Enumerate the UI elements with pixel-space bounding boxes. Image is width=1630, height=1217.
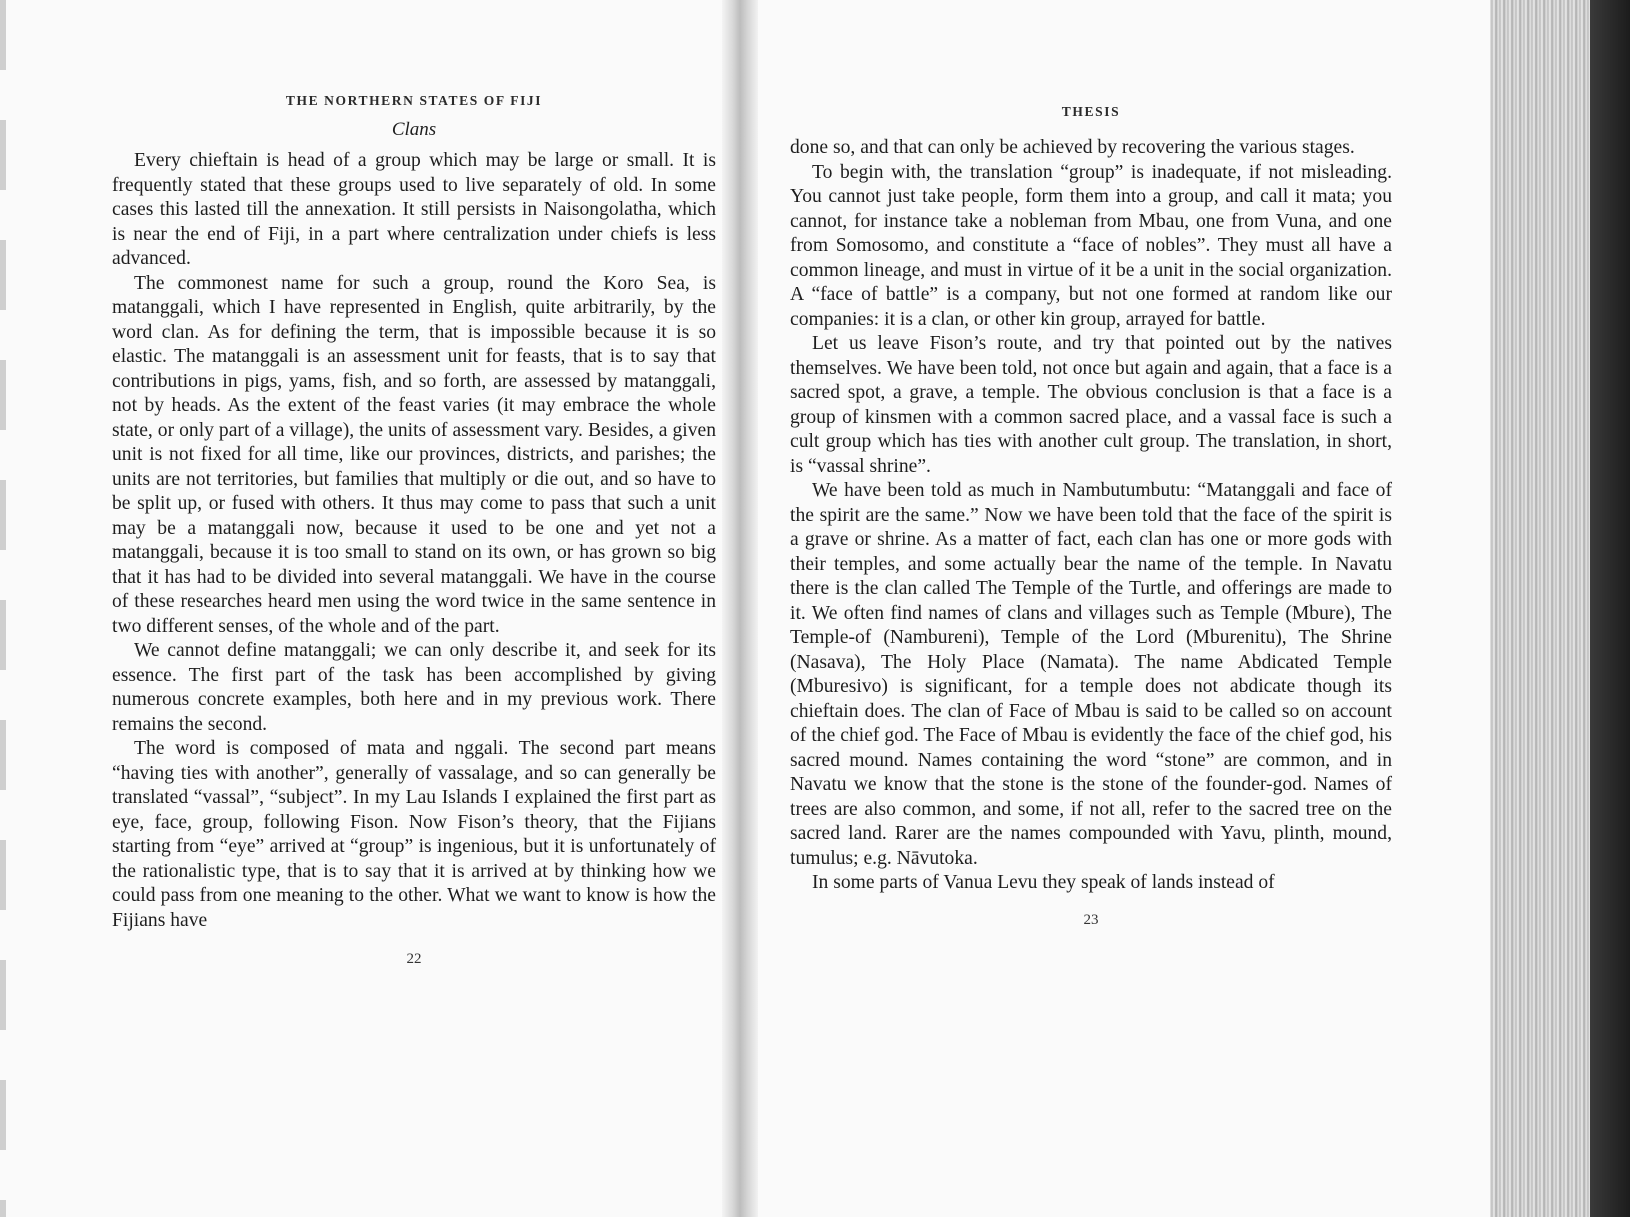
book-gutter (722, 0, 758, 1217)
page-number: 23 (1083, 911, 1099, 928)
paragraph: Let us leave Fison’s route, and try that pointed out by the natives themselves. We have been told, not once but again and again, that a face is a sacred spot, a grave, a temple. The obvious conclusion is that a face is a group of kinsmen with a common sacred place, and a vassal face is such a cult group which has ties with another cult group. The translation, in short, is “vassal shrine”. (790, 333, 1392, 477)
scan-edge-marks (0, 0, 6, 1217)
paragraph: done so, and that can only be achieved by recovering the various stages. (790, 137, 1355, 158)
paragraph: We cannot define matanggali; we can only describe it, and seek for its essence. The first part of the task has been accomplished by giving numerous concrete examples, both here and in my previous work. There remains the second. (112, 640, 716, 735)
page-number: 22 (406, 951, 422, 967)
left-page (112, 0, 716, 968)
running-head: THE NORTHERN STATES OF FIJI (285, 93, 543, 108)
paragraph: Every chieftain is head of a group which may be large or small. It is frequently stated that these groups used to live separately of old. In some cases this lasted till the annexation. It still persists in Naisongolatha, which is near the end of Fiji, in a part where centralization under chiefs is less advanced. (112, 150, 716, 269)
paragraph: To begin with, the translation “group” is inadequate, if not misleading. You cannot just take people, form them into a group, and call it mata; you cannot, for instance take a nobleman from Mbau, one from Vuna, and one from Somosomo, and constitute a “face of nobles”. They must all have a common lineage, and must in virtue of it be a unit in the social organization. A “face of battle” is a company, but not one formed at random like our companies: it is a clan, or other kin group, arrayed for battle. (790, 161, 1392, 330)
book-cover-edge (1590, 0, 1630, 1217)
right-page (790, 0, 1392, 929)
paragraph: The word is composed of mata and nggali. The second part means “having ties with another”, generally of vassalage, and so can generally be translated “vassal”, “subject”. In my Lau Islands I explained the first part as eye, face, group, following Fison. Now Fison’s theory, that the Fijians starting from “eye” arrived at “group” is ingenious, but it is unfortunately of the rationalistic type, that is to say that it is arrived at by thinking how we could pass from one meaning to the other. What we want to know is how the Fijians have (112, 738, 716, 931)
running-head: THESIS (1061, 104, 1121, 119)
paragraph: The commonest name for such a group, round the Koro Sea, is matanggali, which I have represented in English, quite arbitrarily, by the word clan. As for defining the term, that is impossible because it is so elastic. The matanggali is an assessment unit for feasts, that is to say that contributions in pigs, yams, fish, and so forth, are assessed by matanggali, not by heads. As the extent of the feast varies (it may embrace the whole state, or only part of a village), the units of assessment vary. Besides, a given unit is not fixed for all time, like our provinces, districts, and parishes; the units are not territories, but families that multiply or die out, and so have to be split up, or fused with others. It thus may come to pass that such a unit may be a matanggali now, because it used to be one and yet not a matanggali, because it is too small to stand on its own, or has grown so big that it has had to be divided into several matanggali. We have in the course of these researches heard men using the word twice in the same sentence in two different senses, of the whole and of the part. (112, 272, 716, 637)
section-title: Clans (391, 119, 437, 140)
paragraph: In some parts of Vanua Levu they speak of lands instead of (812, 872, 1275, 893)
body-text (112, 149, 716, 933)
body-text (790, 136, 1392, 896)
paragraph: We have been told as much in Nambutumbutu: “Matanggali and face of the spirit are the same.” Now we have been told that the face of the spirit is a grave or shrine. As a matter of fact, each clan has one or more gods with their temples, and some actually bear the name of the temple. In Navatu there is the clan called The Temple of the Turtle, and offerings are made to it. We often find names of clans and villages such as Temple (Mbure), The Temple-of (Nambureni), Temple of the Lord (Mburenitu), The Shrine (Nasava), The Holy Place (Namata). The name Abdicated Temple (Mburesivo) is significant, for a temple does not abdicate though its chieftain does. The clan of Face of Mbau is said to be called so on account of the chief god. The Face of Mbau is evidently the face of the chief god, his sacred mound. Names containing the word “stone” are common, and in Navatu we know that the stone is the stone of the founder-god. Names of trees are also common, and some, if not all, refer to the sacred tree on the sacred land. Rarer are the names compounded with Yavu, plinth, mound, tumulus; e.g. Nāvutoka. (790, 480, 1392, 869)
